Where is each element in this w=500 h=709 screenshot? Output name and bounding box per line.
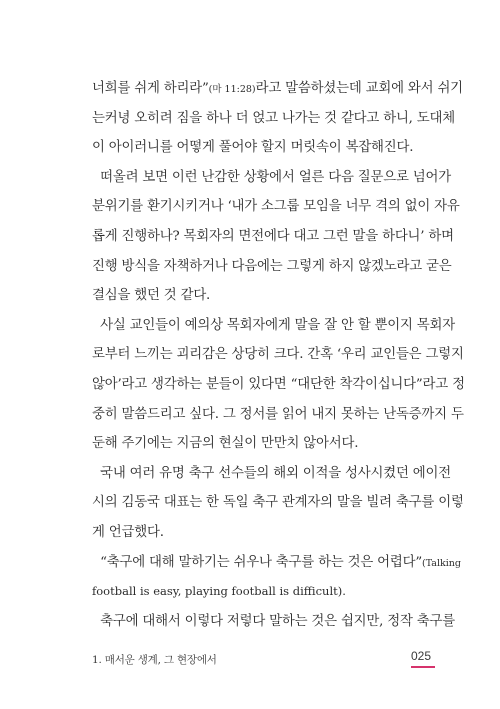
text-line: 사실 교인들이 예의상 목회자에게 말을 잘 안 할 뿐이지 목회자: [92, 317, 456, 333]
page-number: 025: [411, 649, 432, 663]
text-line: 국내 여러 유명 축구 선수들의 해외 이적을 성사시켰던 에이전: [92, 465, 451, 481]
text-line: 떠올려 보면 이런 난감한 상황에서 얼른 다음 질문으로 넘어가: [92, 169, 451, 185]
text-line: 게 언급했다.: [92, 524, 164, 540]
text-line: 이 아이러니를 어떻게 풀어야 할지 머릿속이 복잡해진다.: [92, 140, 414, 156]
text-line: [92, 548, 461, 578]
text-line: 시의 김동국 대표는 한 독일 축구 관계자의 말을 빌려 축구를 이렇: [92, 495, 464, 511]
text-line: 둔해 주기에는 지금의 현실이 만만치 않아서다.: [92, 436, 359, 452]
text-line: 진행 방식을 자책하거나 다음에는 그렇게 하지 않겠노라고 굳은: [92, 258, 452, 274]
text-line: [92, 74, 463, 104]
line-text-continued: 라고 말씀하셨는데 교회에 와서 쉬기: [255, 81, 463, 96]
line-text: “축구에 대해 말하기는 쉬우나 축구를 하는 것은 어렵다”: [92, 554, 422, 570]
text-line: 축구에 대해서 이렇다 저렇다 말하는 것은 쉽지만, 정작 축구를: [92, 613, 456, 629]
body-text: [92, 74, 465, 636]
text-line: 롭게 진행하나? 목회자의 면전에다 대고 그런 말을 하다니’ 하며: [92, 228, 454, 244]
text-line: 로부터 느끼는 괴리감은 상당히 크다. 간혹 ‘우리 교인들은 그렇지: [92, 347, 464, 363]
text-line: 중히 말씀드리고 싶다. 그 정서를 읽어 내지 못하는 난독증까지 두: [92, 406, 464, 422]
text-line: 는커녕 오히려 짐을 하나 더 얹고 나가는 것 같다고 하니, 도대체: [92, 110, 456, 126]
text-line: 분위기를 환기시키거나 ‘내가 소그룹 모임을 너무 격의 없이 자유: [92, 199, 460, 215]
scripture-reference: (마 11:28): [208, 84, 256, 95]
page-number-underline: [411, 666, 435, 668]
text-line: 결심을 했던 것 같다.: [92, 288, 211, 304]
text-line: football is easy, playing football is difficult).: [92, 584, 346, 599]
chapter-running-title: 1. 매서운 생계, 그 현장에서: [92, 654, 217, 666]
english-quote-start: (Talking: [421, 557, 461, 569]
text-line: 않아’라고 생각하는 분들이 있다면 “대단한 착각이십니다”라고 정: [92, 376, 465, 392]
line-text: 너희를 쉬게 하리라”: [92, 81, 209, 96]
